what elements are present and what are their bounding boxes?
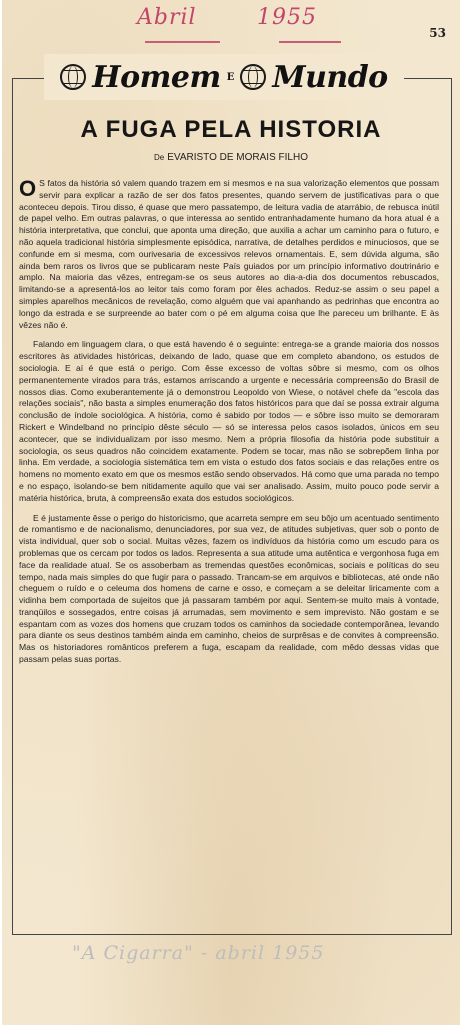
byline	[2, 152, 460, 163]
handwritten-underline	[145, 41, 220, 43]
handwritten-source-note: "A Cigarra" - abril 1955	[72, 942, 325, 964]
byline-author: EVARISTO DE MORAIS FILHO	[167, 152, 308, 163]
newspaper-clipping	[2, 0, 460, 1025]
globe-icon	[60, 64, 86, 90]
masthead-joiner: E	[226, 71, 235, 83]
article-paragraph	[19, 178, 439, 331]
masthead-word-right: Mundo	[272, 59, 388, 95]
paragraph-text: S fatos da história só valem quando trazem em si mesmos e na sua valorização elementos que possam servir para explicar a razão de ser dos fatos presentes, quando servem de justificativas para o que aconteceu depois. Tirou disso, é quase que mero passatempo, de leitura vadia de atarrábio, de rebusca inútil de papel velho. Em outras palavras, o que interessa ao sentido entranhadamente humano da hora atual é a história interpretativa, que conclui, que aponta uma direção, que auxilia a achar um caminho para o futuro, e não aquela tradicional história simplesmente episódica, narrativa, de detalhes perdidos e minuciosos, que se confunde em si mesma, com ourivesaria de excessivos relevos ornamentais. E, sem dúvida alguma, são ainda bem raros os livros que se publicaram neste País guiados por um princípio informativo doutrinário e amplo. Na maioria das vêzes, entregam-se os seus autores ao dia-a-dia dos documentos rebuscados, limitando-se a apresentá-los ao leitor tais como foram por êles achados. Reduz-se assim o seu papel a simples aparelhos mecânicos de revelação, como alguém que vai apanhando as pedrinhas que encontra ao longo da estrada e se surpreende ao bater com o pé em alguma coisa que lhe pareceu um brilhante. E às vêzes não é.	[19, 178, 439, 330]
handwritten-underline	[279, 41, 341, 43]
article-paragraph: Falando em linguagem clara, o que está havendo é o seguinte: entrega-se a grande maioria dos nossos escritores às atividades históricas, deixando de lado, quase que em completo abandono, os estudos de sociologia. E aí é que está o perigo. Com êsse excesso de voltas sôbre si mesmo, com os olhos permanentemente virados para trás, estamos arriscando a urgente e necessária compreensão do Brasil de nossos dias. Como exuberantemente já o demonstrou Leopoldo von Wiese, o notável chefe da "escola das relações sociais", não basta a simples enumeração dos fatos históricos para que daí se possa extrair alguma conclusão de índole sociológica. A história, como é sabido por todos — e sôbre isso muito se demoraram Rickert e Windelband no princípio dêste século — só se interessa pelos casos isolados, únicos em seu acontecer, que se individualizam por isso mesmo. Nem a própria filosofia da história pode substituir a sociologia, os seus quadros não coincidem exatamente. Podem se tocar, mas não se sobrepõem linha por linha. Em verdade, a sociologia sistemática tem em vista o estudo dos fatos sociais e das relações entre os homens no momento exato em que os mesmos estão sendo observados. Há como que uma parada no tempo e no espaço, isolando-se bem nitidamente aquilo que vai ser analisado. Assim, muito pouco pode servir a matéria histórica, bruta, à compreensão exata dos estudos sociológicos.	[19, 339, 439, 503]
globe-icon	[240, 64, 266, 90]
handwritten-month: Abril	[137, 5, 197, 30]
page-number: 53	[429, 26, 446, 40]
handwritten-year: 1955	[257, 5, 317, 30]
article-paragraph: E é justamente êsse o perigo do historicismo, que acarreta sempre em seu bôjo um acentuado sentimento de romantismo e de nacionalismo, denunciadores, por sua vez, de atitudes subjetivas, quer sob o ponto de vista individual, quer sob o social. Muitas vêzes, fazem os indivíduos da história como um escudo para os problemas que os cercam por todos os lados. Representa a sua atitude uma autêntica e vergonhosa fuga em face da realidade atual. Se os assoberbam as tremendas questões econômicas, sociais e políticas do seu tempo, nada mais simples do que fugir para o passado. Trancam-se em arquivos e bibliotecas, até onde não cheguem o ruído e o celeuma dos homens de carne e osso, e começam a se deleitar liricamente com a vidinha bem comportada de sujeitos que já passaram também por aqui. Sentem-se muito mais à vontade, tranqüilos e sossegados, entre coisas já arrumadas, sem movimento e sem imprevisto. Não gostam e se espantam com as vozes dos homens que cruzam todos os caminhos da sociedade contemporânea, levando para diante os seus destinos também ainda em caminho, cheios de surprêsas e de convites à compreensão. Mas os historiadores românticos preferem a fuga, escapam da realidade, com mêdo dessas vidas que passam pelas suas portas.	[19, 512, 439, 665]
article-title: A FUGA PELA HISTORIA	[80, 116, 382, 143]
drop-cap: O	[19, 176, 37, 201]
byline-prefix: De	[153, 153, 165, 162]
article-body	[19, 178, 439, 674]
masthead-logo	[44, 54, 404, 100]
masthead-word-left: Homem	[92, 59, 221, 95]
